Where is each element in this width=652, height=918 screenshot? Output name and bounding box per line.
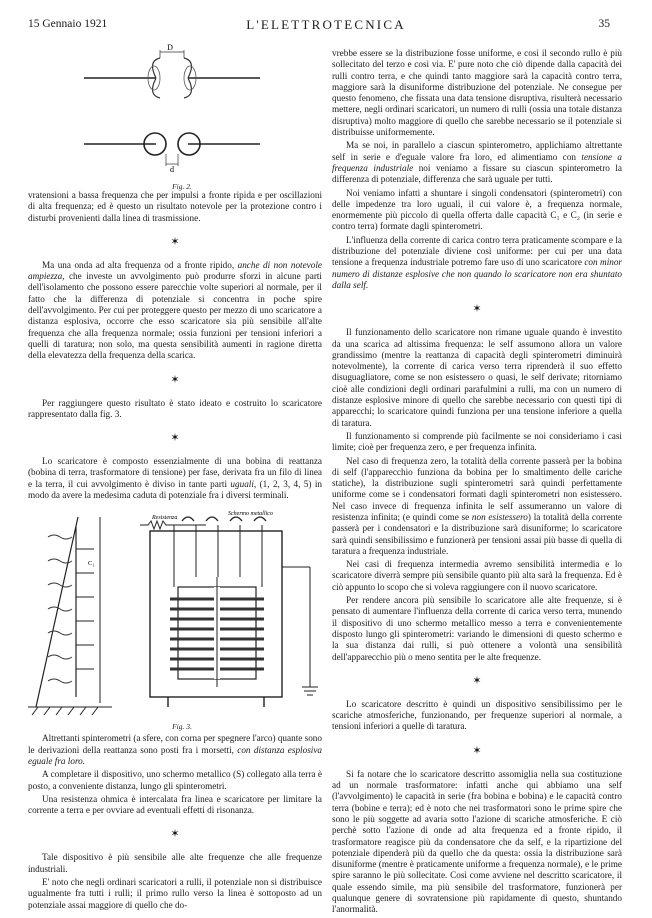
left-paragraph-3: Per raggiungere questo risultato è stato ideato e costruito lo scaricatore rappresentato dalla fig. 3. bbox=[28, 397, 322, 419]
section-star: ✶ bbox=[170, 373, 180, 386]
right-paragraph-7: Nel caso di frequenza zero, la totalità della corrente passerà per la bobina di self (l'apparecchio funziona da bobina per lo smaltimento delle cariche statiche), la distribuzione sugli spinterometri sarà quindi perfettamente uniforme come se i condensatori formati dagli spinterometri non esistessero. Nel caso invece di frequenza infinita le self assumeranno un valore di resistenza infinita; (e quindi come se non esistessero) la totalità della corrente passerà per i condensatori e la distribuzione sarà disuniforme; lo scaricatore sarà quindi sensibilissimo e funzionerà per tensioni assai più basse di quella di taratura a frequenza industriale. bbox=[332, 455, 623, 556]
figure-3 bbox=[28, 507, 322, 733]
right-paragraph-3: Noi veniamo infatti a shuntare i singoli condensatori (spinterometri) con delle impedenze tra loro uguali, il cui valore è, a frequenza normale, enormemente più piccolo di quella offerta dalle capacità C₁ e C₂ (in serie e contro terra) formate dagli spinterometri. bbox=[332, 187, 622, 232]
figure-3-drawing bbox=[28, 507, 322, 721]
left-paragraph-1: vratensioni a bassa frequenza che per impulsi a fronte ripida e per oscillazioni di alta frequenza; ed è questo un risultato notevole per la protezione contro i disturbi provenienti dalla linea di trasmissione. bbox=[28, 190, 322, 223]
left-paragraph-5: Altrettanti spinterometri (a sfere, con corna per spegnere l'arco) quante sono le derivazioni della reattanza sono posti fra i morsetti, con distanza esplosiva eguale fra loro. bbox=[28, 733, 323, 766]
section-star: ✶ bbox=[472, 303, 482, 316]
right-paragraph-6: Il funzionamento si comprende più facilmente se noi consideriamo i casi limite; cioè per frequenza zero, e per frequenza infinita. bbox=[332, 430, 622, 453]
fig2-label-d-upper: D bbox=[167, 43, 173, 52]
left-paragraph-8: Tale dispositivo è più sensibile alle alte frequenze che alle frequenze industriali. bbox=[28, 852, 322, 874]
section-star: ✶ bbox=[170, 828, 180, 841]
fig3-label-resistance: Resistenza bbox=[152, 515, 178, 522]
section-star: ✶ bbox=[170, 235, 180, 248]
figure-2-caption: Fig. 2. bbox=[172, 182, 192, 191]
right-paragraph-1: vrebbe essere se la distribuzione fosse uniforme, e così il secondo rullo è più sollecitato del terzo e così via. E' pure noto che ciò dipende dalla capacità dei rulli contro terra, e che quindi tanto maggiore sarà la capacità contro terra, maggiore sarà la disuniforme distribuzione del potenziale. Ne consegue per questo fenomeno, che fissata una data tensione disruptiva, risulterà necessario mettere, negli ordinari scaricatori, un numero di rulli (ossia una totale distanza disruptiva) molto maggiore di quello che sarebbe necessario se il potenziale si distribuisse uniformemente. bbox=[332, 48, 622, 138]
left-paragraph-4: Lo scaricatore è composto essenzialmente di una bobina di reattanza (bobina di terra, trasformatore di tensione) per fase, derivata fra un filo di linea e la terra, il cui avvolgimento è diviso in tante parti uguali, (1, 2, 3, 4, 5) in modo da avere la medesima caduta di potenziale fra i diversi terminali. bbox=[28, 456, 323, 501]
left-paragraph-9: E' noto che negli ordinari scaricatori a rulli, il potenziale non si distribuisce ugualmente fra tutti i rulli; il primo rullo verso la linea è sottoposto ad un potenziale assai maggiore di quello che do- bbox=[28, 877, 322, 910]
right-paragraph-11: Si fa notare che lo scaricatore descritto assomiglia nella sua costituzione ad un normale trasformatore: infatti anche qui abbiamo una self (l'avvolgimento) le capacità in serie (fra bobina e bobina) e le capacità contro terra (bobine e terra); ed è noto che nei trasformatori sono le prime spire che sono le più soggette ad avaria sotto l'azione di scariche atmosferiche. E ciò perchè sotto l'azione di onde ad alta frequenza ed a fronte ripido, il trasformatore reagisce più da condensatore che da self, e la ripartizione del potenziale dipenderà più da quello che da questa: ossia la distribuzione sarà disuniforme (mentre è praticamente uniforme a frequenza normale), e le prime spire saranno le più sollecitate. Così come avviene nel descritto scaricatore, il quale essendo simile, ma più sensibile del trasformatore, funzionerà per qualunque genere di sovratensione più rapidamente di questo, shuntando l'anormalità. bbox=[332, 768, 622, 915]
page-number: 35 bbox=[598, 18, 610, 30]
figure-3-caption: Fig. 3. bbox=[172, 722, 192, 732]
journal-title: L'ELETTROTECNICA bbox=[246, 17, 406, 32]
fig3-label-c1: C₁ bbox=[88, 560, 95, 568]
right-paragraph-2: Ma se noi, in parallelo a ciascun spinterometro, applichiamo altrettante self in serie e d'eguale valore fra loro, ed alimentiamo con tensione a frequenza industriale noi veniamo a fissare su ciascun spinterometro la differenza di potenziale, differenza che sarà uguale per tutti. bbox=[332, 140, 623, 185]
page-header bbox=[0, 16, 652, 36]
figure-2-drawing bbox=[28, 43, 322, 182]
right-paragraph-10: Lo scaricatore descritto è quindi un dispositivo sensibilissimo per le scariche atmosferiche, funzionando, per frequenze superiori al normale, a tensioni inferiori a quelle di taratura. bbox=[332, 698, 622, 732]
fig3-label-screen: Schermo metallico bbox=[228, 511, 273, 518]
left-paragraph-2: Ma una onda ad alta frequenza od a fronte ripido, anche di non notevole ampiezza, che investe un avvolgimento può produrre sforzi in alcune parti dell'isolamento che possono essere parecchie volte superiori al normale, per il fatto che la differenza di potenziale si concentra in poche spire dell'avvolgimento. Per cui per proteggere questo per mezzo di uno scaricatore a distanza esplosiva, occorre che esso scaricatore sia più sensibile all'alte frequenza che alla frequenza normale; ossia funzioni per tensioni inferiori a quelli di taratura; non solo, ma questa sensibilità aumenti in ragione diretta della elevatezza della frequenza della scarica. bbox=[28, 259, 322, 361]
fig2-label-d-lower: d bbox=[170, 165, 174, 174]
right-paragraph-4: L'influenza della corrente di carica contro terra praticamente scompare e la distribuzione del potenziale diviene così uniforme: per cui per una data tensione a frequenza industriale potremo fare uso di uno scaricatore con minor numero di distanze esplosive che non quando lo scaricatore non era shuntato dalla self. bbox=[332, 234, 623, 290]
section-star: ✶ bbox=[472, 744, 482, 757]
left-paragraph-6: A completare il dispositivo, uno schermo metallico (S) collegato alla terra è posto, a conveniente distanza, lungo gli spinterometri. bbox=[28, 769, 322, 791]
left-column bbox=[28, 43, 323, 913]
right-paragraph-9: Per rendere ancora più sensibile lo scaricatore alle alte frequenze, si è pensato di aumentare l'influenza della corrente di carica verso terra, munendo il dispositivo di uno schermo metallico messo a terra e convenientemente disposto lungo gli spinterometri: variando le dimensioni di questo schermo e la sua distanza dai rulli, si può ottenere a volontà una sensibilità dell'apparecchio più o meno sentita per le alte frequenze. bbox=[332, 595, 622, 662]
right-paragraph-8: Nei casi di frequenza intermedia avremo sensibilità intermedia e lo scaricatore diverrà sempre più sensibile quanto più alta sarà la frequenza. Ed è ciò appunto lo scopo che si voleva raggiungere con il nuovo scaricatore. bbox=[332, 559, 622, 592]
figure-2 bbox=[28, 43, 322, 191]
section-star: ✶ bbox=[170, 432, 180, 445]
left-paragraph-7: Una resistenza ohmica è intercalata fra linea e scaricatore per limitare la corrente a terra e per ovviare ad eventuali effetti di risonanza. bbox=[28, 793, 322, 816]
right-paragraph-5: Il funzionamento dello scaricatore non rimane uguale quando è investito da una scarica ad altissima frequenza: le self assumono allora un valore grandissimo (mentre la reattanza di capacità degli spinterometri diminuirà notevolmente), la corrente di carica verso terra riprenderà il suo effetto disuguagliatore, come se non esistessero o quasi, le self derivate; ritorniamo cioè alle condizioni degli ordinari parafulmini a rulli, ma con un numero di distanze esplosive minore di quello che sarebbe necessario con questi tipi di apparecchi; lo scaricatore quindi funziona per una tensione inferiore a quella di taratura. bbox=[332, 327, 622, 428]
issue-date: 15 Gennaio 1921 bbox=[28, 18, 108, 30]
right-column bbox=[332, 48, 622, 918]
section-star: ✶ bbox=[472, 674, 482, 687]
